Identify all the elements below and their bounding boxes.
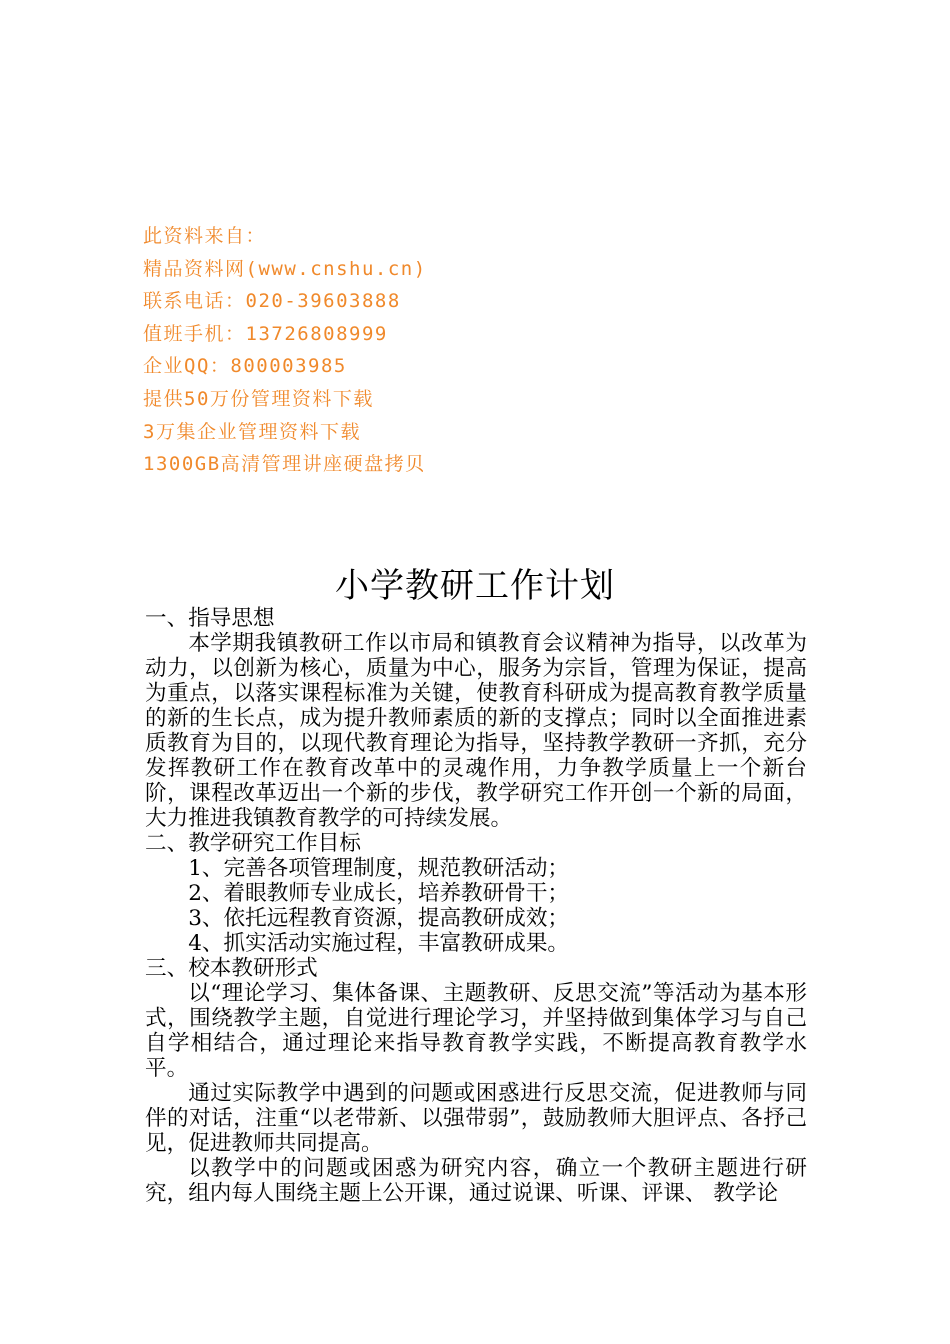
website-line: 精品资料网(www.cnshu.cn) <box>143 257 427 280</box>
paragraph: 通过实际教学中遇到的问题或困惑进行反思交流，促进教师与同伴的对话，注重“以老带新、以强带弱”，鼓励教师大胆评点、各抒己见，促进教师共同提高。 <box>145 1081 807 1156</box>
phone-line: 联系电话：020-39603888 <box>143 290 401 313</box>
document-body <box>145 606 807 1206</box>
promo-line: 3万集企业管理资料下载 <box>143 420 361 443</box>
promo-line: 1300GB高清管理讲座硬盘拷贝 <box>143 453 426 476</box>
source-info-block <box>143 220 843 481</box>
paragraph: 以教学中的问题或困惑为研究内容，确立一个教研主题进行研究，组内每人围绕主题上公开课，通过说课、听课、评课、 教学论 <box>145 1156 807 1206</box>
section-heading: 一、指导思想 <box>145 606 275 631</box>
document-title: 小学教研工作计划 <box>335 566 615 606</box>
list-item: 2、着眼教师专业成长，培养教研骨干； <box>188 881 570 906</box>
promo-line: 提供50万份管理资料下载 <box>143 387 374 410</box>
paragraph: 以“理论学习、集体备课、主题教研、反思交流”等活动为基本形式，围绕教学主题，自觉进行理论学习，并坚持做到集体学习与自己自学相结合，通过理论来指导教育教学实践，不断提高教育教学水平。 <box>145 981 807 1081</box>
qq-line: 企业QQ：800003985 <box>143 355 347 378</box>
section-heading: 二、教学研究工作目标 <box>145 831 361 856</box>
list-item: 1、完善各项管理制度，规范教研活动； <box>188 856 570 881</box>
section-heading: 三、校本教研形式 <box>145 956 318 981</box>
mobile-line: 值班手机：13726808999 <box>143 322 388 345</box>
list-item: 4、抓实活动实施过程，丰富教研成果。 <box>188 931 570 956</box>
list-item: 3、依托远程教育资源，提高教研成效； <box>188 906 570 931</box>
source-line: 此资料来自： <box>143 225 267 247</box>
paragraph: 本学期我镇教研工作以市局和镇教育会议精神为指导，以改革为动力，以创新为核心，质量为中心，服务为宗旨，管理为保证，提高为重点，以落实课程标准为关键，使教育科研成为提高教育教学质量的新的生长点，成为提升教师素质的新的支撑点；同时以全面推进素质教育为目的，以现代教育理论为指导，坚持教学教研一齐抓，充分发挥教研工作在教育改革中的灵魂作用，力争教学质量上一个新台阶，课程改革迈出一个新的步伐，教学研究工作开创一个新的局面，大力推进我镇教育教学的可持续发展。 <box>145 631 807 831</box>
